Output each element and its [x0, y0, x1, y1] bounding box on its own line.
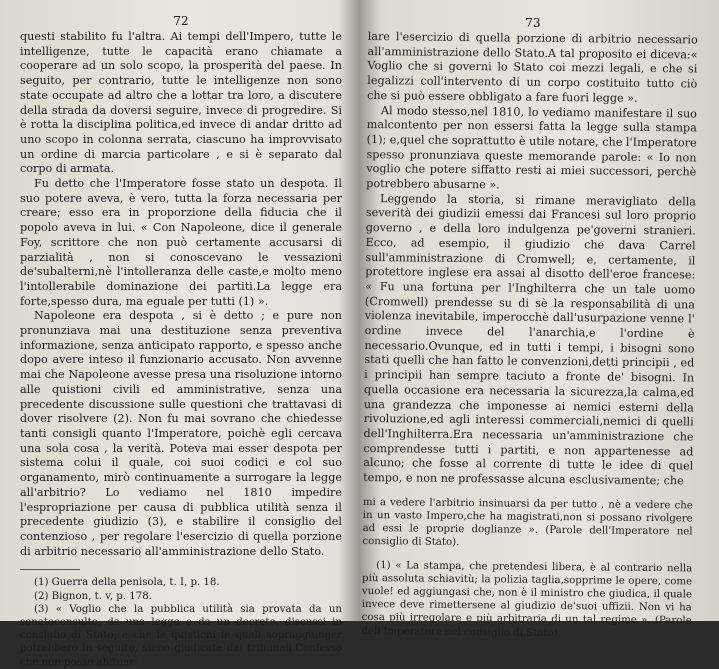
paragraph: Fu detto che l'Imperatore fosse stato un despota. Il suo potere aveva, è vero, tutta la forza necessaria per creare; esso era in proporzione della fiducia che il popolo aveva in lui. « Con Napoleone, dice il generale Foy, scrittore che non può certamente accusarsi di parzialità , non si conoscevano le vessazioni de'subalterni,nè l'intolleranza delle caste,e molto meno l'intollerabile dominazione dei partiti.La legge era forte,spesso dura, ma eguale per tutti (1) ».: [20, 177, 342, 308]
page-body: [363, 30, 698, 489]
footnote: (3) « Voglio che la pubblica utilità sia provata da un senatoconsulto, da una legge o da un decreto, discussi in consiglio di Stato; e che le quistioni le quali sopraggiunger potrebbero in seguito, sieno giudicate dai tribunali.Confesso che non posso abituar-: [20, 603, 342, 668]
page-number: 72: [173, 14, 189, 28]
right-page: [361, 12, 698, 641]
page-body: [20, 30, 342, 559]
footnote-continued: mi a vedere l'arbitrio insinuarsi da per tutto , nè a vedere che in un vasto Impero,che ha magistrati,non si possano rivolgere ad essi le proprie doglianze ». (Parole dell'Imperatore nel consiglio di Stato).: [362, 496, 693, 549]
paragraph: Al modo stesso,nel 1810, lo vediamo manifestare il suo malcontento per non essersi fatta la legge sulla stampa (1); e,quel che soprattutto è utile notare, che l'Imperatore spesso pronunziava queste memorande parole: « Io non voglio che potere siffatto resti ai miei successori, perchè potrebbero abusarne ».: [366, 103, 698, 192]
paragraph: Napoleone era despota , si è detto ; e pure non pronunziava mai una destituzione senza preventiva informazione, senza anticipato rapporto, e spesso anche dopo avere inteso il funzionario accusato. Non avvenne mai che Napoleone avesse presa una risoluzione intorno alle quistioni civili ed amministrative, senza una precedente discussione sulle questioni che trattavasi di dover risolvere (2). Non fu mai sovrano che chiedesse tanti consigli quanto l'Imperatore, poichè egli cercava una sola cosa , la verità. Poteva mai esser despota per sistema colui il quale, coi suoi codici e col suo organamento, mirò continuamente a surrogare la legge all'arbitrio? Lo vediamo nel 1810 impedire l'espropriazione per causa di pubblica utilità senza il precedente giudizio (3), e stabilire il consiglio del contenzioso , per regolare l'esercizio di quella porzione di arbitrio necessario all'amministrazione dello Stato.: [20, 309, 342, 558]
footnote: (2) Bignon, t. v, p. 178.: [34, 590, 152, 602]
paragraph: Leggendo la storia, si rimane meravigliato della severità dei giudizii emessi dai Francesi sul loro proprio governo , e della loro indulgenza pe'governi stranieri. Ecco, ad esempio, il giudizio che dava Carrel sull'amministrazione di Cromwell; e, certamente, il protettore inglese era assai al disotto dell'eroe francese: « Fu una fortuna per l'Inghilterra che un tale uomo (Cromwell) prendesse su di sè la responsabilità di una violenza inevitabile, imperocchè dall'usurpazione venne l' ordine invece del l'anarchia,e l'ordine è necessario.Ovunque, ed in tutti i tempi, i bisogni sono stati quelli che han fatto le convenzioni,detti principii , ed i principii han sempre taciuto a fronte de' bisogni. In quella occasione era necessaria la sicurezza,la calma,ed una grandezza che imponesse ai nemici esterni della rivoluzione,ed agli interessi commerciali,nemici di quelli dell'Inghilterra.Era necessaria un'amministrazione che comprendesse tutti i partiti, e non appartenesse ad alcuno; che fosse al corrente di tutte le idee di quel tempo, e non ne professasse alcuna esclusivamente; che: [363, 191, 697, 488]
footnotes: [361, 496, 692, 641]
paragraph: questi stabilito fu l'altra. Ai tempi dell'Impero, tutte le intelligenze, tutte le capacità erano chiamate a cooperare ad un solo scopo, la prosperità del paese. In seguito, per contrario, tutte le intelligenze non sono state occupate ad altro che a lottar tra loro, a discutere della strada da doversi seguire, invece di progredire. Si è rotta la disciplina politica,ed invece di andar dritto ad uno scopo in colonna serrata, ciascuno ha improvvisato un ordine di marcia particolare , e si è separato dal corpo di armata.: [20, 30, 342, 176]
footnote: (1) Guerra della penisola, t. I, p. 18.: [34, 577, 220, 589]
left-page: [20, 12, 342, 669]
paragraph: lare l'esercizio di quella porzione di arbitrio necessario all'amministrazione dello Stato.A tal proposito ei diceva:« Voglio che si governi lo Stato coi mezzi legali, e che si legalizzi coll'intervento di un corpo costituito tutto ciò che si può essere obbligato a fare fuori legge ».: [367, 29, 698, 105]
footnote-rule: [20, 569, 80, 570]
footnote: (1) « La stampa, che pretendesi libera, è al contrario nella più assoluta schiavitù; la polizia taglia,sopprime le opere, come vuole! ed aggiungasi che, non è il ministro che giudica, il quale invece deve rimettersene al giudizio de'suoi uffizii. Non vi ha cosa più irregolare e più arbitraria di un tal regime ». (Parole dell'Imperatore nel consiglio di Stato).: [361, 559, 693, 639]
page-number: 73: [525, 15, 541, 30]
footnotes: [20, 576, 342, 668]
